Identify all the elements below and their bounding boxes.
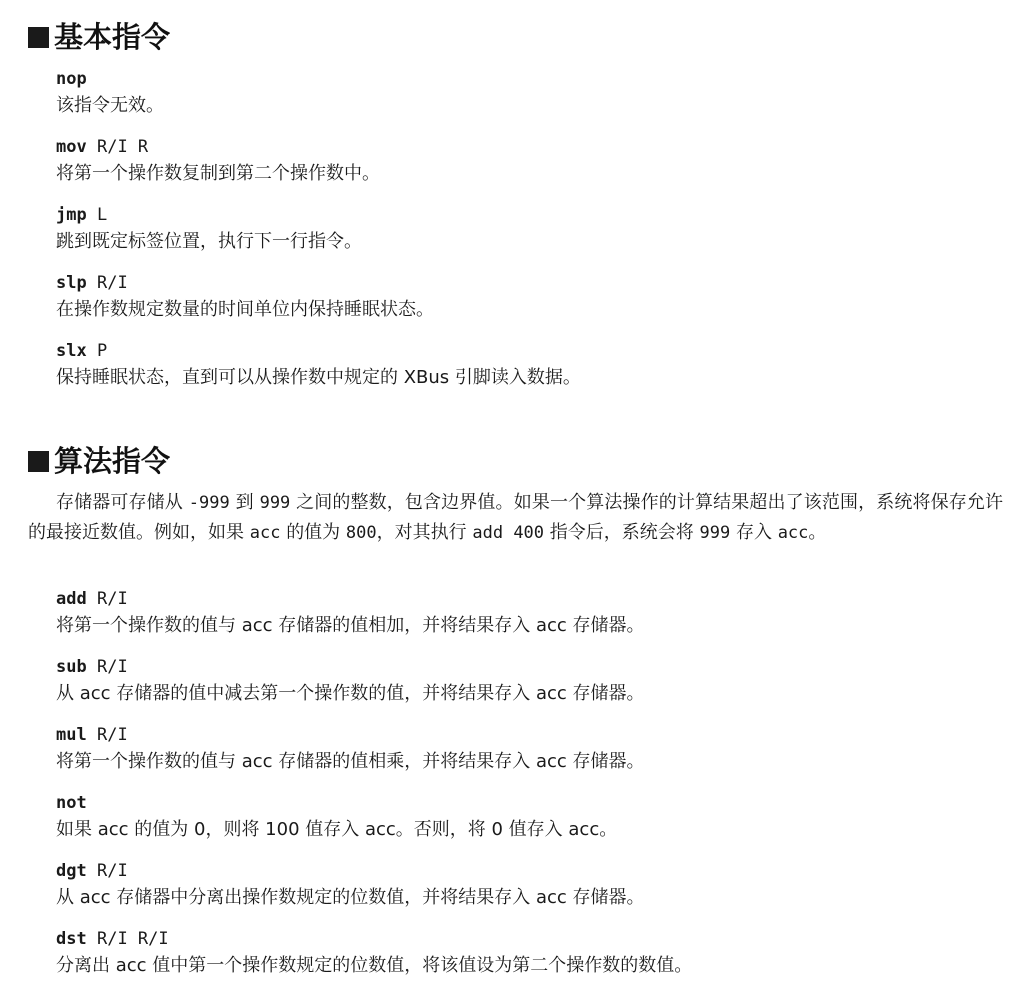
operands: R/I bbox=[96, 657, 128, 677]
intro-text: 。 bbox=[808, 522, 827, 543]
intro-code: 999 bbox=[699, 523, 731, 543]
instruction-description: 从 acc 存储器中分离出操作数规定的位数值，并将结果存入 acc 存储器。 bbox=[56, 887, 645, 908]
operands: R/I bbox=[96, 861, 128, 881]
intro-paragraph bbox=[28, 488, 1003, 548]
operands: L bbox=[96, 205, 108, 225]
instruction-description: 该指令无效。 bbox=[56, 95, 164, 116]
instruction-dgt bbox=[56, 859, 645, 913]
instruction-signature bbox=[56, 67, 164, 91]
instruction-slx bbox=[56, 339, 581, 393]
intro-text: 指令后，系统会将 bbox=[549, 522, 694, 543]
instruction-description: 分离出 acc 值中第一个操作数规定的位数值，将该值设为第二个操作数的数值。 bbox=[56, 955, 693, 976]
instruction-signature bbox=[56, 927, 692, 951]
intro-text: 的值为 bbox=[286, 522, 341, 543]
opcode: nop bbox=[56, 69, 87, 89]
instruction-nop bbox=[56, 67, 164, 121]
intro-code: 999 bbox=[259, 493, 291, 513]
instruction-description: 如果 acc 的值为 0，则将 100 值存入 acc。否则，将 0 值存入 acc。 bbox=[56, 819, 618, 840]
instruction-slp bbox=[56, 271, 434, 325]
square-bullet-icon bbox=[28, 27, 49, 48]
instruction-signature bbox=[56, 587, 645, 611]
instruction-mul bbox=[56, 723, 645, 777]
opcode: not bbox=[56, 793, 87, 813]
section-heading-arithmetic bbox=[28, 443, 170, 479]
instruction-description: 将第一个操作数复制到第二个操作数中。 bbox=[56, 163, 380, 184]
instruction-description: 跳到既定标签位置，执行下一行指令。 bbox=[56, 231, 362, 252]
operands: R/I R bbox=[96, 137, 149, 157]
section-title: 算法指令 bbox=[54, 444, 171, 478]
instruction-signature bbox=[56, 203, 362, 227]
opcode: sub bbox=[56, 657, 87, 677]
opcode: dgt bbox=[56, 861, 87, 881]
intro-text: 到 bbox=[235, 492, 254, 513]
instruction-description: 从 acc 存储器的值中减去第一个操作数的值，并将结果存入 acc 存储器。 bbox=[56, 683, 645, 704]
intro-code: -999 bbox=[188, 493, 230, 513]
instruction-signature bbox=[56, 655, 645, 679]
instruction-not bbox=[56, 791, 617, 845]
intro-text: ，对其执行 bbox=[376, 522, 467, 543]
instruction-description: 在操作数规定数量的时间单位内保持睡眠状态。 bbox=[56, 299, 434, 320]
operands: R/I bbox=[96, 273, 128, 293]
opcode: mov bbox=[56, 137, 87, 157]
instruction-signature bbox=[56, 135, 380, 159]
instruction-description: 将第一个操作数的值与 acc 存储器的值相乘，并将结果存入 acc 存储器。 bbox=[56, 751, 645, 772]
instruction-signature bbox=[56, 339, 581, 363]
intro-code: acc bbox=[249, 523, 281, 543]
section-heading-basic bbox=[28, 19, 170, 55]
intro-text: 之间的整数，包含边界值。如果一个算法操作的计算结果超出了该范围，系统将保存允许的最接近数值。例如，如果 bbox=[28, 492, 1004, 543]
opcode: add bbox=[56, 589, 87, 609]
instruction-add bbox=[56, 587, 645, 641]
instruction-dst bbox=[56, 927, 692, 981]
intro-code: 800 bbox=[345, 523, 377, 543]
opcode: jmp bbox=[56, 205, 87, 225]
instruction-description: 保持睡眠状态，直到可以从操作数中规定的 XBus 引脚读入数据。 bbox=[56, 367, 581, 388]
square-bullet-icon bbox=[28, 451, 49, 472]
opcode: slp bbox=[56, 273, 87, 293]
instruction-signature bbox=[56, 271, 434, 295]
instruction-signature bbox=[56, 791, 617, 815]
instruction-jmp bbox=[56, 203, 362, 257]
opcode: slx bbox=[56, 341, 87, 361]
opcode: mul bbox=[56, 725, 87, 745]
intro-code: add 400 bbox=[472, 523, 545, 543]
intro-code: acc bbox=[777, 523, 809, 543]
instruction-signature bbox=[56, 723, 645, 747]
operands: P bbox=[96, 341, 108, 361]
instruction-mov bbox=[56, 135, 380, 189]
opcode: dst bbox=[56, 929, 87, 949]
intro-text: 存储器可存储从 bbox=[56, 492, 183, 513]
instruction-signature bbox=[56, 859, 645, 883]
intro-text: 存入 bbox=[735, 522, 772, 543]
operands: R/I bbox=[96, 589, 128, 609]
operands: R/I bbox=[96, 725, 128, 745]
section-title: 基本指令 bbox=[54, 20, 171, 54]
instruction-sub bbox=[56, 655, 645, 709]
operands: R/I R/I bbox=[96, 929, 169, 949]
instruction-description: 将第一个操作数的值与 acc 存储器的值相加，并将结果存入 acc 存储器。 bbox=[56, 615, 645, 636]
